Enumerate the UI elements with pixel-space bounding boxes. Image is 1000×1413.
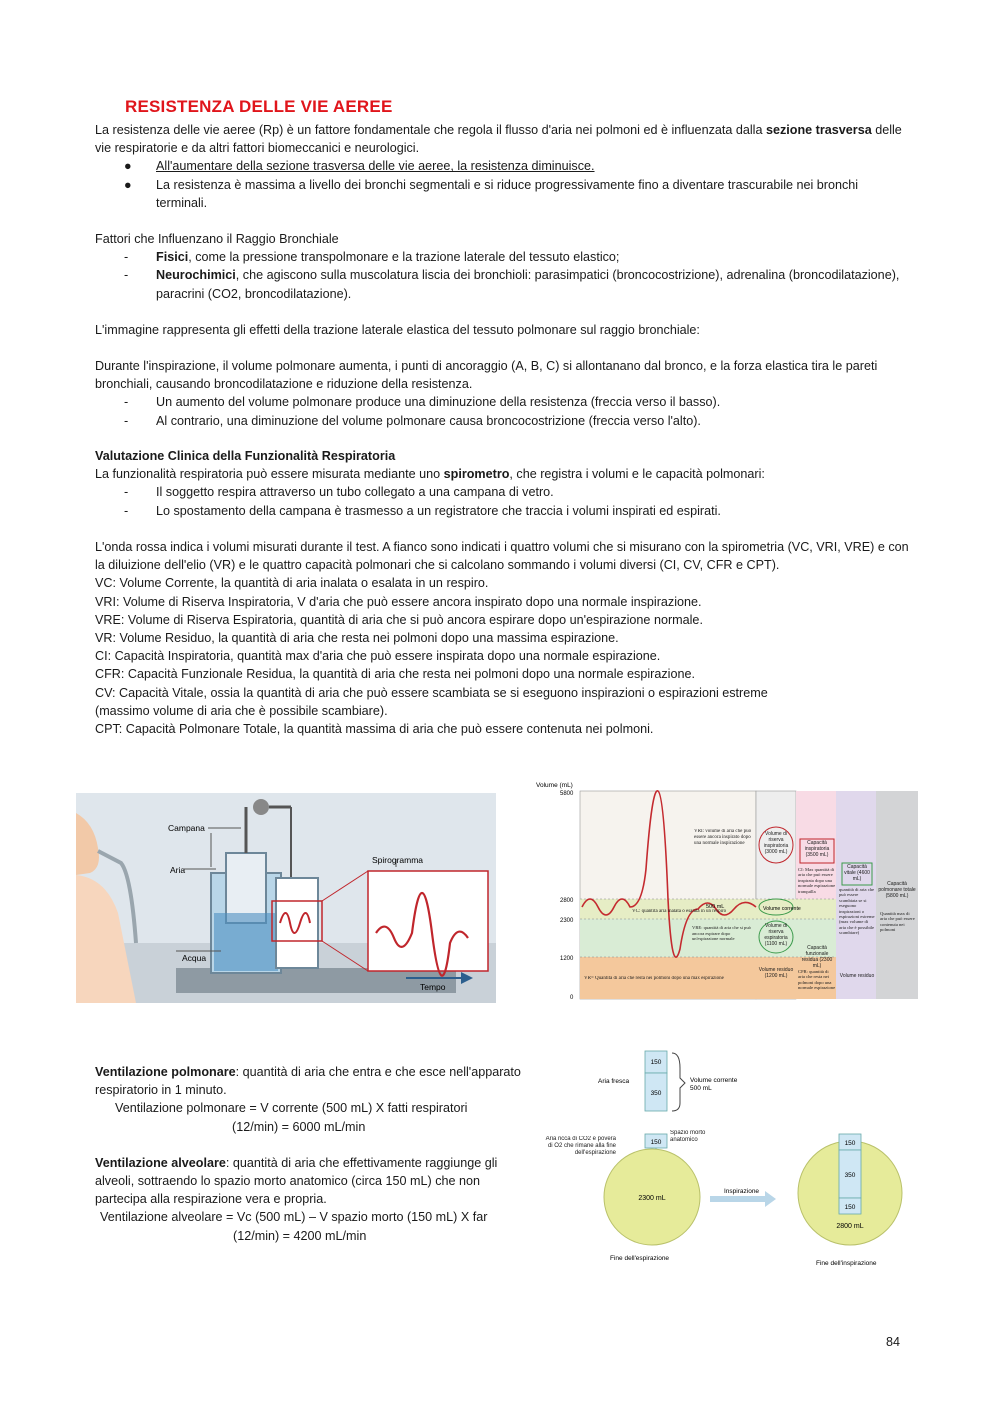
vol-350-label: 350 — [650, 1090, 662, 1097]
clinical-section: Valutazione Clinica della Funzionalità Respiratoria La funzionalità respiratoria può essere misurata mediante uno spirometro, che registra i volumi e le capacità polmonari: - Il soggetto respira attraverso un tubo collegato a una campana di vetro. - Lo spostamento della campana è trasmesso a un registratore che traccia i volumi inspirati ed espirati. — [95, 447, 910, 520]
tick-label: 1200 — [560, 956, 574, 962]
definition-line: VC: Volume Corrente, la quantità di aria inalata o esalata in un respiro. — [95, 576, 489, 591]
vc-note: VC: quantità aria inalata o esalata in un respiro — [632, 909, 727, 914]
factors-heading: Fattori che Influenzano il Raggio Bronchiale — [95, 232, 339, 246]
label-campana: Campana — [168, 823, 205, 833]
vol-150-label: 150 — [650, 1059, 662, 1066]
vre-note: VRE: quantità di aria che si può ancora espirare dopo un'espirazione normale — [692, 925, 751, 941]
definition-line: VR: Volume Residuo, la quantità di aria che resta nei polmoni dopo una massima espirazione. — [95, 631, 619, 646]
vr-note: VR= Quantità di aria che resta nei polmoni dopo una max espirazione — [584, 976, 724, 981]
vre-box: Volume di riserva espiratoria (1100 mL) — [764, 923, 788, 947]
cv-box: Capacità vitale (4600 mL) — [844, 864, 870, 882]
cfr-note: CFR: quantità di aria che resta nei polmoni dopo una normale espirazione — [798, 969, 836, 991]
tick-label: 0 — [570, 995, 574, 1001]
bullet-item: ● All'aumentare della sezione trasversa delle vie aeree, la resistenza diminuisce. — [95, 157, 910, 175]
clinical-heading: Valutazione Clinica della Funzionalità Respiratoria — [95, 449, 396, 463]
volumes-section: L'onda rossa indica i volumi misurati durante il test. A fianco sono indicati i quattro volumi che si misurano con la spirometria (VC, VRI, VRE) e con la diluizione dell'elio (VR) e le quattro capacità polmonari che si calcolano sommando i volumi diversi (CI, CV, CFR e CPT). VC: Volume Corrente, la quantità di aria inalata o esalata in un respiro. VRI: Volume di Riserva Inspiratoria, V d'aria che può essere ancora inspirato dopo una normale inspirazione. VRE: Volume di Riserva Espiratoria, quantità di aria che si può ancora espirare dopo un'espirazione normale. VR: Volume Residuo, la quantità di aria che resta nei polmoni dopo una massima espirazione. CI: Capacità Inspiratoria, quantità max d'aria che può essere inspirata dopo una normale espirazione. CFR: Capacità Funzionale Residua, la quantità di aria che resta nei polmoni dopo una normale espirazione. CV: Capacità Vitale, ossia la quantità di aria che può essere scambiata se si eseguono inspirazioni o espirazioni estreme (massimo volume di aria che è possibile scambiare). CPT: Capacità Polmonare Totale, la quantità massima di aria che può essere contenuta nei polmoni. — [95, 538, 910, 738]
formula-line: (12/min) = 6000 mL/min — [232, 1119, 366, 1134]
definition-line: CPT: Capacità Polmonare Totale, la quantità massima di aria che può essere contenuta nei polmoni. — [95, 722, 654, 737]
cpt-note: Quantità max di aria che può essere contenuta nei polmoni — [880, 911, 915, 933]
factors-section — [95, 230, 910, 303]
ci-box: Capacità inspiratoria (3500 mL) — [804, 840, 830, 858]
label-tempo: Tempo — [420, 982, 446, 992]
cpt-box: Capacità polmonare totale (5800 mL) — [878, 881, 916, 899]
tick-label: 2800 — [560, 898, 574, 904]
label-fine-espirazione: Fine dell'espirazione — [610, 1255, 670, 1262]
formula-line: (12/min) = 4200 mL/min — [233, 1228, 367, 1243]
vr2-label: Volume residuo — [839, 973, 875, 979]
image-description: L'immagine rappresenta gli effetti della trazione laterale elastica del tessuto polmonare sul raggio bronchiale: — [95, 323, 700, 337]
intro-paragraph: La resistenza delle vie aeree (Rp) è un fattore fondamentale che regola il flusso d'aria nei polmoni ed è influenzata dalla sezione trasversa delle vie respiratorie e da altri fattori biomeccanici e neurologici. ● All'aumentare della sezione trasversa delle vie aeree, la resistenza diminuisce. ● La resistenza è massima a livello dei bronchi segmentali e si riduce progressivamente fino a diventare trascurabile nei bronchi terminali. — [95, 121, 910, 212]
label-spirogramma: Spirogramma — [372, 855, 424, 865]
cv-note: quantità di aria che può essere scambiata se si eseguono inspirazioni o espirazioni estreme (max volume di aria che è possibile scambiare) — [839, 887, 875, 936]
label-inspirazione: Inspirazione — [724, 1188, 760, 1195]
label-fine-inspirazione: Fine dell'inspirazione — [816, 1260, 877, 1267]
page-number: 84 — [886, 1335, 901, 1349]
y-axis-label: Volume (mL) — [536, 782, 573, 789]
definition-line: VRE: Volume di Riserva Espiratoria, quantità di aria che si può ancora espirare dopo un'espirazione normale. — [95, 612, 703, 627]
inspiration-paragraph: Durante l'inspirazione, il volume polmonare aumenta, i punti di ancoraggio (A, B, C) si allontanano dal bronco, e la forza elastica tira le pareti bronchiali, causando broncodilatazione e riduzione della resistenza. - Un aumento del volume polmonare produce una diminuzione della resistenza (freccia verso il basso). - Al contrario, una diminuzione del volume polmonare causa broncocostrizione (freccia verso l'alto). — [95, 357, 910, 430]
bell-icon — [226, 853, 266, 923]
vc-box: Volume corrente — [763, 906, 801, 912]
label-spazio-morto: Spazio morto anatomico — [670, 1130, 706, 1143]
label-aria-fresca: Aria fresca — [598, 1078, 630, 1085]
dash-item: - Al contrario, una diminuzione del volume polmonare causa broncocostrizione (freccia verso l'alto). — [124, 413, 701, 428]
spirogram-inset — [368, 871, 488, 971]
definition-line: CI: Capacità Inspiratoria, quantità max d'aria che può essere inspirata dopo una normale espirazione. — [95, 649, 661, 664]
recorder-drum-icon — [276, 878, 318, 968]
section-title: RESISTENZA DELLE VIE AEREE — [125, 97, 393, 116]
lung-volumes-figure — [530, 779, 918, 1015]
right-volume-label: 2800 mL — [836, 1223, 864, 1230]
cfr-box: Capacità funzionale residua (2300 mL) — [801, 945, 833, 969]
alveolar-figure — [540, 1048, 910, 1270]
ci-note: CI: Max quantità di aria che può essere inspirata dopo una normale espirazione tranquilla — [798, 867, 836, 894]
definition-line: CV: Capacità Vitale, ossia la quantità di aria che può essere scambiata se si eseguono inspirazioni o espirazioni estreme (massimo volume di aria che è possibile scambiare). — [95, 685, 768, 718]
bullet-icon: ● — [124, 159, 132, 174]
vri-box: Volume di riserva inspiratoria (3000 mL) — [763, 831, 789, 855]
formula-line: Ventilazione polmonare = V corrente (500 mL) X fatti respiratori — [115, 1101, 468, 1116]
vol-150-label: 150 — [844, 1140, 856, 1147]
bullet-icon: ● — [124, 177, 132, 192]
tick-label: 2300 — [560, 918, 574, 924]
ventilation-section: Ventilazione polmonare: quantità di aria che entra e che esce nell'apparato respiratorio in 1 minuto. Ventilazione polmonare = V corrente (500 mL) X fatti respiratori (12/min) = 6000 mL/min Ventilazione alveolare: quantità di aria che effettivamente raggiunge gli alveoli, sottraendo lo spazio morto anatomico (circa 150 mL) che non partecipa alla respirazione vera e propria. Ventilazione alveolare = Vc (500 mL) – V spazio morto (150 mL) X far (12/min) = 4200 mL/min — [95, 1063, 525, 1245]
label-aria: Aria — [170, 865, 186, 875]
vol-150-label: 150 — [844, 1204, 856, 1211]
dash-item: - Fisici, come la pressione transpolmonare e la trazione laterale del tessuto elastico; — [124, 250, 620, 265]
vol-350-label: 350 — [844, 1172, 856, 1179]
label-volume-corrente-val: 500 mL — [690, 1085, 712, 1092]
label-volume-corrente: Volume corrente — [690, 1077, 738, 1084]
dash-item: - Lo spostamento della campana è trasmesso a un registratore che traccia i volumi inspirati ed espirati. — [124, 503, 721, 518]
definition-line: VRI: Volume di Riserva Inspiratoria, V d'aria che può essere ancora inspirato dopo una normale inspirazione. — [95, 594, 702, 609]
water-icon — [214, 913, 278, 971]
dash-item: - Il soggetto respira attraverso un tubo collegato a una campana di vetro. — [124, 485, 554, 500]
vr-box: Volume residuo (1200 mL) — [758, 967, 794, 979]
vol-150-label: 150 — [650, 1139, 662, 1146]
tick-label: 5800 — [560, 791, 574, 797]
vri-note: VRI: volume di aria che può essere ancora inspirato dopo una normale inspirazione — [694, 829, 752, 846]
label-acqua: Acqua — [182, 953, 207, 963]
left-volume-label: 2300 mL — [638, 1195, 666, 1202]
spirometer-figure — [76, 793, 496, 1003]
label-aria-ricca: Aria ricca di CO2 e povera di O2 che rimane alla fine dell'espirazione — [545, 1136, 616, 1156]
formula-line: Ventilazione alveolare = Vc (500 mL) – V spazio morto (150 mL) X far — [100, 1210, 488, 1225]
dash-item: - Neurochimici, che agiscono sulla muscolatura liscia dei bronchioli: parasimpatici (broncocostrizione), adrenalina (broncodilatazione), paracrini (CO2, broncodilatazione). — [124, 268, 900, 301]
bullet-item: ● La resistenza è massima a livello dei bronchi segmentali e si riduce progressivamente fino a diventare trascurabile nei bronchi terminali. — [124, 177, 859, 210]
vc-value: 500 mL — [706, 904, 725, 910]
definition-line: CFR: Capacità Funzionale Residua, la quantità di aria che resta nei polmoni dopo una normale espirazione. — [95, 667, 695, 682]
dash-item: - Un aumento del volume polmonare produce una diminuzione della resistenza (freccia verso il basso). — [124, 395, 721, 410]
